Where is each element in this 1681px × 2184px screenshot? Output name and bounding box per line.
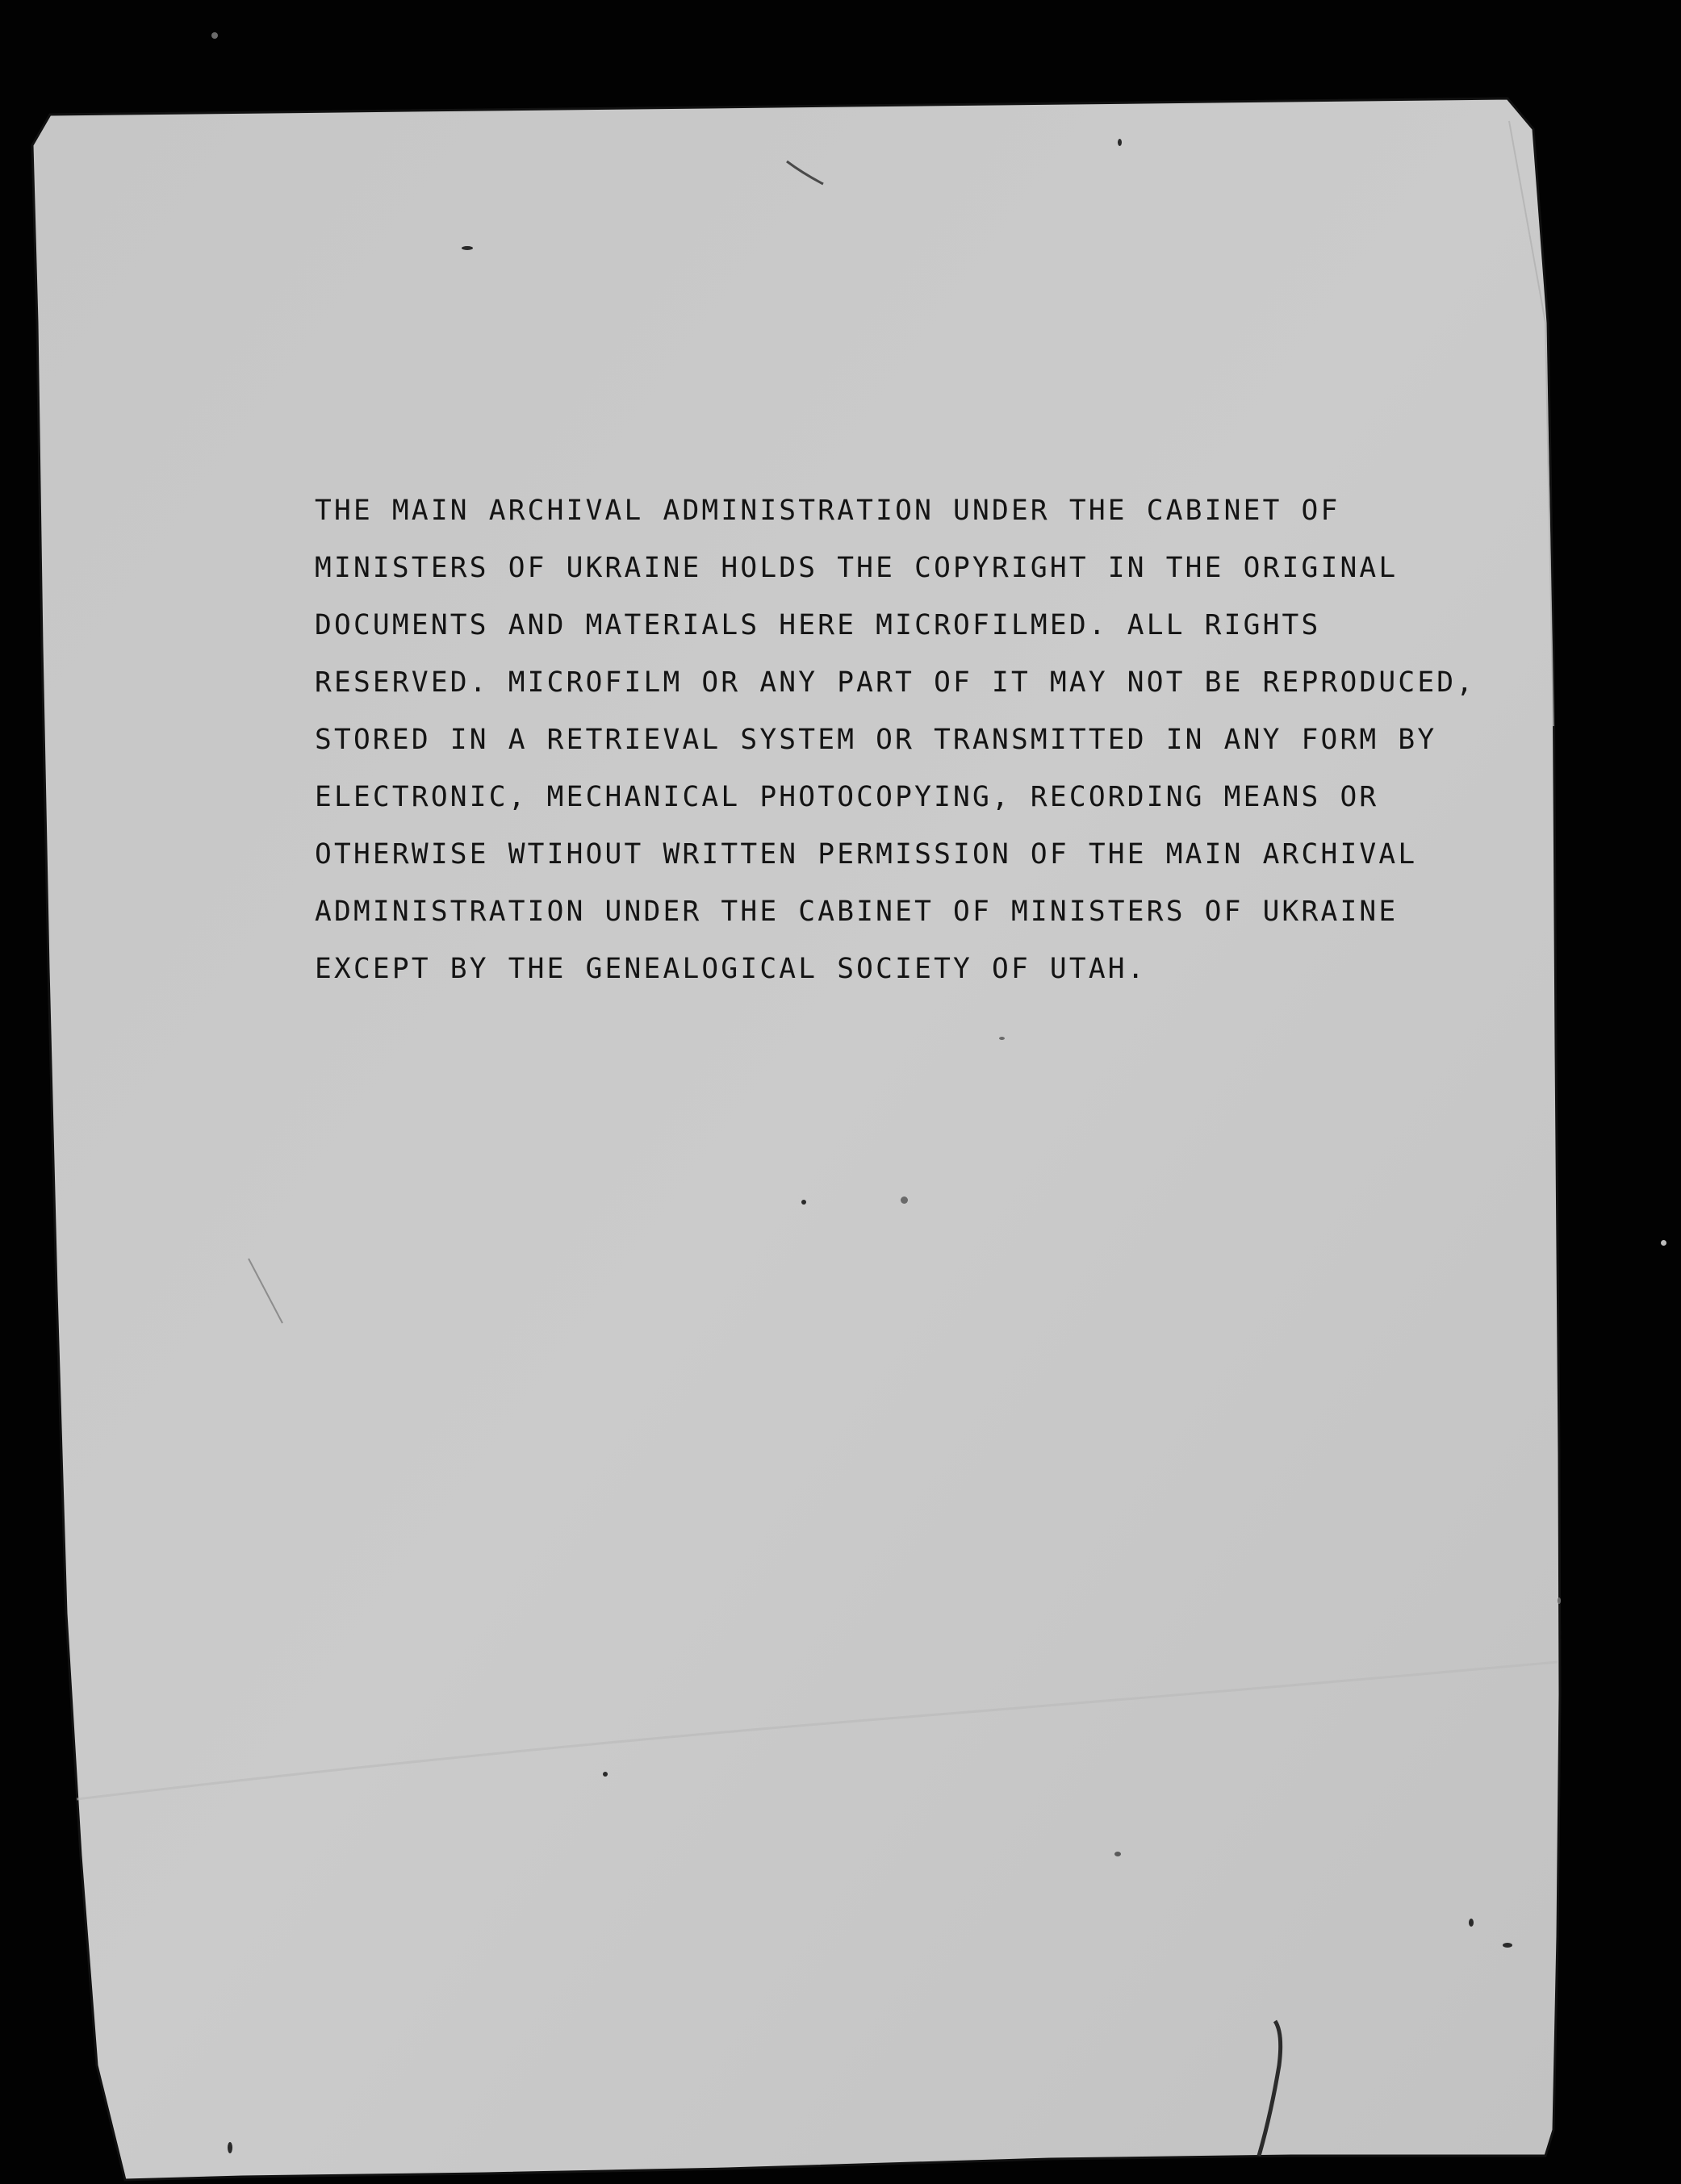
notice-line: RESERVED. MICROFILM OR ANY PART OF IT MAY NOT BE REPRODUCED, — [315, 666, 1476, 699]
notice-line: THE MAIN ARCHIVAL ADMINISTRATION UNDER THE CABINET OF — [315, 495, 1340, 527]
speck — [228, 2142, 232, 2153]
speck — [1661, 1240, 1666, 1246]
speck — [801, 1200, 806, 1205]
speck — [603, 1772, 608, 1777]
speck — [1118, 139, 1122, 146]
notice-line: ELECTRONIC, MECHANICAL PHOTOCOPYING, RECORDING MEANS OR — [315, 781, 1379, 813]
notice-line: DOCUMENTS AND MATERIALS HERE MICROFILMED. ALL RIGHTS — [315, 609, 1321, 641]
speck — [1558, 1597, 1561, 1604]
speck — [1114, 1852, 1121, 1856]
speck — [1503, 1943, 1512, 1948]
notice-line: ADMINISTRATION UNDER THE CABINET OF MINISTERS OF UKRAINE — [315, 896, 1399, 928]
speck — [462, 246, 473, 250]
notice-line: EXCEPT BY THE GENEALOGICAL SOCIETY OF UTAH. — [315, 953, 1147, 985]
notice-line: STORED IN A RETRIEVAL SYSTEM OR TRANSMITTED IN ANY FORM BY — [315, 724, 1437, 756]
speck — [901, 1196, 908, 1204]
speck — [211, 32, 218, 39]
notice-line: OTHERWISE WTIHOUT WRITTEN PERMISSION OF THE MAIN ARCHIVAL — [315, 838, 1418, 871]
speck — [1469, 1919, 1474, 1927]
notice-line: MINISTERS OF UKRAINE HOLDS THE COPYRIGHT IN THE ORIGINAL — [315, 552, 1399, 584]
paper-outline — [32, 98, 1560, 2180]
copyright-notice — [315, 482, 1476, 998]
speck — [999, 1037, 1005, 1040]
